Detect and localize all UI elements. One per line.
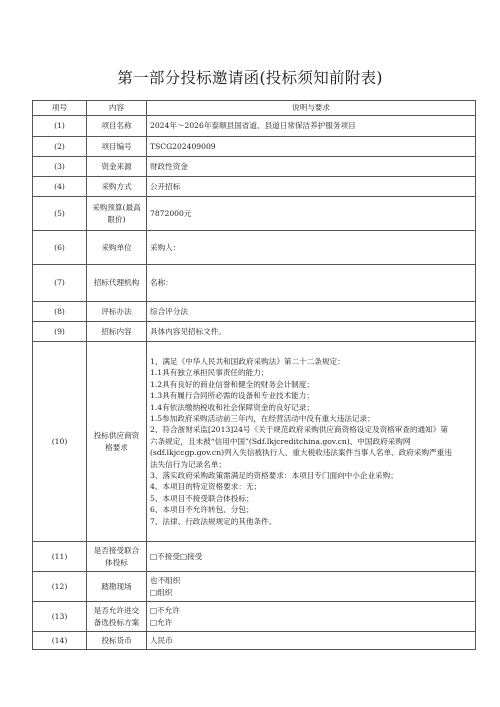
table-row: [33, 302, 476, 322]
row-desc: [147, 542, 476, 572]
row-item: 招标内容: [87, 322, 147, 342]
qualification-line: 1.3具有履行合同所必需的设备和专业技术能力；: [150, 391, 314, 401]
row-no: (13): [33, 602, 87, 632]
row-desc: [147, 231, 476, 265]
table-row: [33, 137, 476, 157]
qualification-line: 7、法律、行政法规规定的其他条件。: [150, 516, 277, 526]
table-row: [33, 342, 476, 542]
site-visit-option: □组织: [150, 587, 173, 597]
header-no: 项号: [33, 101, 87, 116]
row-desc: [147, 342, 476, 542]
row-no: (14): [33, 632, 87, 650]
alternative-bid-option: □允许: [150, 617, 173, 627]
desc-line: 采购人：: [150, 242, 181, 252]
qualification-line: 法失信行为记录名单；: [150, 459, 226, 469]
row-desc: [147, 302, 476, 322]
desc-line: TSCG202409009: [150, 141, 216, 151]
desc-line: 名称：: [150, 278, 173, 288]
qualification-line: 2、符合浙财采监[2013]24号《关于规范政府采购供应商资格设定及资格审查的通知》第: [150, 425, 448, 435]
row-desc: [147, 157, 476, 177]
row-desc: [147, 572, 476, 602]
row-no: (1): [33, 116, 87, 137]
row-item: 项目编号: [87, 137, 147, 157]
site-visit-option: 也不组织: [150, 576, 181, 586]
header-item: 内容: [87, 101, 147, 116]
row-no: (12): [33, 572, 87, 602]
row-item: 采购预算(最高限价): [87, 197, 147, 231]
row-desc: [147, 137, 476, 157]
table-row: [33, 177, 476, 197]
row-item: 采购方式: [87, 177, 147, 197]
qualification-line: 1.1具有独立承担民事责任的能力；: [150, 368, 269, 378]
qualification-line: 5、本项目不接受联合体投标；: [150, 493, 254, 503]
desc-line: 公开招标: [150, 181, 181, 191]
row-item: 投标货币: [87, 632, 147, 650]
joint-bid-option: □不接受□接受: [150, 551, 203, 561]
page-title: 第一部分投标邀请函(投标须知前附表): [117, 69, 383, 87]
row-no: (2): [33, 137, 87, 157]
qualification-line: 1.4有依法缴纳税收和社会保障资金的良好记录；: [150, 402, 314, 412]
row-item: 资金来源: [87, 157, 147, 177]
row-no: (5): [33, 197, 87, 231]
row-item: 评标办法: [87, 302, 147, 322]
table-row: [33, 542, 476, 572]
row-no: (8): [33, 302, 87, 322]
row-no: (10): [33, 342, 87, 542]
row-desc: [147, 197, 476, 231]
qualification-line: 3、落实政府采购政策需满足的资格要求：本项目专门面向中小企业采购；: [150, 470, 398, 480]
row-item: 投标供应商资格要求: [87, 342, 147, 542]
row-desc: [147, 632, 476, 650]
row-desc: [147, 265, 476, 302]
row-desc: [147, 602, 476, 632]
table-row: [33, 197, 476, 231]
row-desc: [147, 322, 476, 342]
qualification-line: (sdf.lkjccgp.gov.cn)列入失信被执行人、重大税收违法案件当事人名单、政府采购严重违: [150, 448, 452, 458]
table-row: [33, 322, 476, 342]
alternative-bid-option: □不允许: [150, 606, 180, 616]
table-row: [33, 602, 476, 632]
row-item: 项目名称: [87, 116, 147, 137]
row-no: (3): [33, 157, 87, 177]
row-item: 踏勘现场: [87, 572, 147, 602]
row-item: 是否允许进交备选投标方案: [87, 602, 147, 632]
desc-line: 2024年～2026年泰顺县国省道、县道日常保洁养护服务项目: [150, 121, 356, 131]
table-row: [33, 632, 476, 650]
row-no: (4): [33, 177, 87, 197]
qualification-line: 1.5参加政府采购活动前三年内，在经营活动中没有重大违法记录；: [150, 414, 375, 424]
qualification-line: 6、本项目不允许转包、分包；: [150, 505, 254, 515]
bid-notice-table: [32, 100, 476, 650]
table-row: [33, 572, 476, 602]
row-desc: [147, 116, 476, 137]
table-row: [33, 116, 476, 137]
table-header-row: [33, 101, 476, 116]
row-item: 招标代理机构: [87, 265, 147, 302]
row-item: 采购单位: [87, 231, 147, 265]
table-row: [33, 265, 476, 302]
table-row: [33, 157, 476, 177]
row-no: (7): [33, 265, 87, 302]
desc-line: 具体内容见招标文件。: [150, 326, 226, 336]
desc-line: 综合评分法: [150, 306, 188, 316]
desc-line: 财政性资金: [150, 161, 188, 171]
table-row: [33, 231, 476, 265]
qualification-line: 4、本项目的特定资格要求：无；: [150, 482, 262, 492]
qualification-line: 六条规定，且未被“信用中国”(Sdf.lkjcreditchina.gov.cn)、中国政府采购网: [150, 436, 411, 446]
row-desc: [147, 177, 476, 197]
row-no: (9): [33, 322, 87, 342]
header-desc: 说明与要求: [147, 101, 476, 116]
row-no: (11): [33, 542, 87, 572]
qualification-line: 1.2具有良好的商业信誉和健全的财务会计制度；: [150, 379, 314, 389]
row-item: 是否接受联合体投标: [87, 542, 147, 572]
row-no: (6): [33, 231, 87, 265]
desc-line: 人民币: [150, 635, 173, 645]
desc-line: 7872000元: [150, 208, 192, 218]
qualification-line: 1、满足《中华人民共和国政府采购法》第二十二条规定：: [150, 357, 345, 367]
